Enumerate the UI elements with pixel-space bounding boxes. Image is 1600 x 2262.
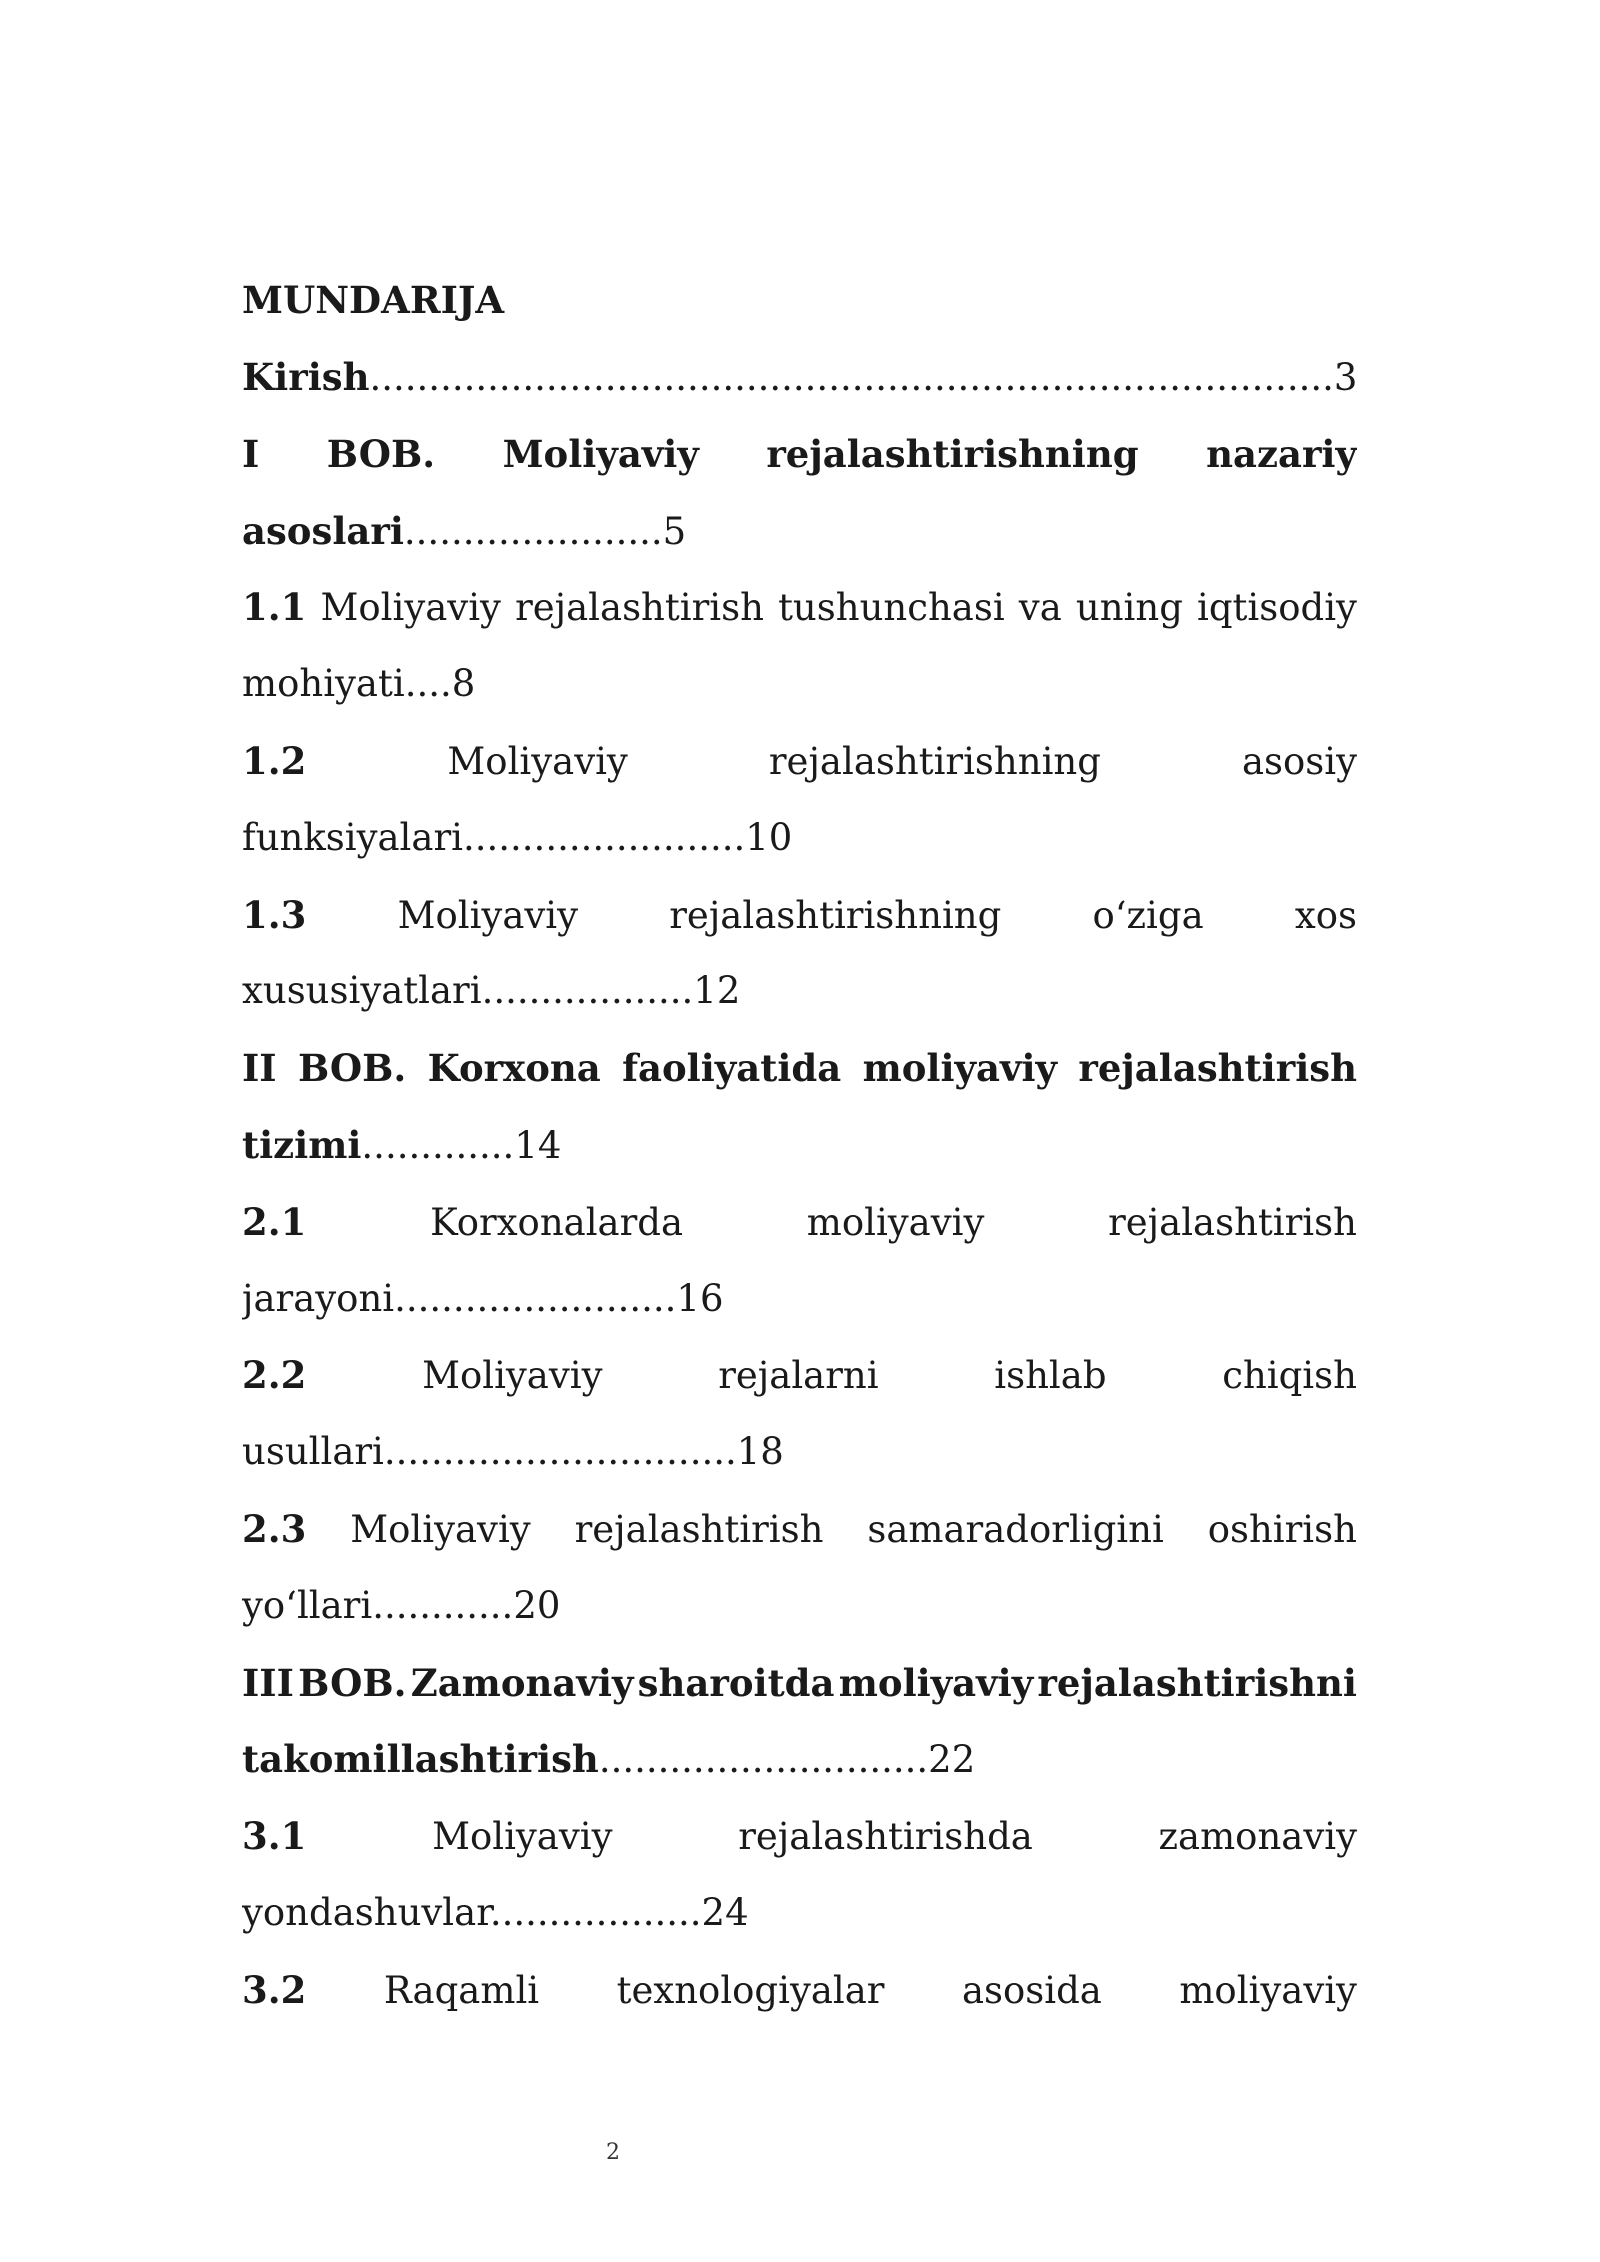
word: rejalashtirishning: [669, 893, 1002, 937]
toc-entry-2-2-cont[interactable]: [242, 1414, 1357, 1491]
entry-title-cont: funksiyalari: [242, 815, 463, 859]
section-number: 3.1: [242, 1814, 307, 1859]
word: rejalashtirish: [1108, 1200, 1357, 1244]
entry-title-cont: yondashuvlar: [242, 1890, 490, 1934]
word: moliyaviy: [862, 1046, 1058, 1091]
word: Moliyaviy: [502, 431, 699, 476]
toc-entry-1-1-cont[interactable]: [242, 646, 1357, 723]
word: moliyaviy: [1179, 1968, 1357, 2012]
word: rejalashtirishda: [738, 1815, 1033, 1859]
word: Korxonalarda: [430, 1200, 684, 1244]
word: I: [242, 431, 260, 476]
toc-entry-3-2[interactable]: [242, 1952, 1357, 2029]
word: Moliyaviy: [397, 893, 579, 937]
entry-title-cont: takomillashtirish: [242, 1737, 599, 1782]
word: rejalashtirish: [515, 586, 764, 630]
section-number: 2.1: [242, 1199, 307, 1244]
word: BOB.: [297, 1046, 407, 1091]
entry-title-cont: jarayoni: [242, 1276, 395, 1320]
toc-entry-bob1-cont[interactable]: [242, 493, 1357, 570]
word: Moliyaviy: [447, 739, 628, 783]
toc-entry-1-3-cont[interactable]: [242, 953, 1357, 1030]
word: zamonaviy: [1158, 1815, 1357, 1859]
toc-entry-2-1-cont[interactable]: [242, 1261, 1357, 1338]
leader-dots: ............: [372, 1583, 514, 1627]
leader-dots: ..................: [481, 969, 694, 1013]
word: III: [242, 1660, 294, 1705]
entry-title: Kirish: [242, 355, 370, 399]
section-number: 2.3: [242, 1506, 307, 1551]
page-ref: 24: [701, 1890, 749, 1934]
word: va: [1018, 586, 1062, 630]
toc-entry-kirish[interactable]: [242, 339, 1357, 416]
toc-entry-bob2-cont[interactable]: [242, 1107, 1357, 1184]
word: uning: [1075, 586, 1183, 630]
toc-entry-1-2-cont[interactable]: [242, 800, 1357, 877]
word: iqtisodiy: [1197, 586, 1357, 630]
section-number: 1.3: [242, 892, 307, 937]
word: texnologiyalar: [616, 1968, 885, 2012]
entry-title-cont: mohiyati: [242, 662, 405, 706]
section-number: 3.2: [242, 1967, 307, 2012]
leader-dots: ............................: [598, 1738, 929, 1782]
toc-entry-1-2[interactable]: [242, 723, 1357, 800]
word: tushunchasi: [778, 586, 1005, 630]
toc-entry-3-1[interactable]: [242, 1798, 1357, 1875]
word: chiqish: [1222, 1354, 1357, 1398]
toc-entry-2-3[interactable]: [242, 1491, 1357, 1568]
section-number: 2.2: [242, 1353, 307, 1398]
toc-entry-bob2[interactable]: [242, 1030, 1357, 1107]
word: Moliyaviy: [432, 1815, 613, 1859]
page-ref: 16: [676, 1276, 724, 1320]
word: rejalarni: [718, 1354, 879, 1398]
entry-title-cont: tizimi: [242, 1122, 362, 1167]
word: asosida: [961, 1968, 1102, 2012]
table-of-contents: [242, 262, 1357, 2029]
word: BOB.: [298, 1660, 407, 1705]
toc-entry-bob3-cont[interactable]: [242, 1721, 1357, 1798]
word: rejalashtirishni: [1037, 1660, 1357, 1705]
leader-dots: ..................................................................................: [369, 356, 1334, 399]
word: xos: [1294, 893, 1357, 937]
word: Raqamli: [383, 1968, 540, 2012]
section-number: 1.1: [242, 585, 307, 630]
page-ref: 22: [928, 1738, 976, 1782]
leader-dots: ..................: [489, 1890, 702, 1934]
word: rejalashtirish: [1078, 1046, 1357, 1091]
entry-title-cont: xususiyatlari: [242, 969, 482, 1013]
word: II: [242, 1046, 277, 1091]
section-number: 1.2: [242, 738, 307, 783]
word: asosiy: [1241, 739, 1357, 783]
entry-title-cont: usullari: [242, 1430, 384, 1474]
word: sharoitda: [637, 1660, 835, 1705]
word: rejalashtirish: [574, 1507, 824, 1551]
toc-entry-2-1[interactable]: [242, 1184, 1357, 1261]
word: Moliyaviy: [350, 1507, 531, 1551]
word: moliyaviy: [806, 1200, 985, 1244]
leader-dots: ........................: [394, 1276, 677, 1320]
leader-dots: .............: [361, 1123, 515, 1167]
toc-entry-bob3[interactable]: [242, 1645, 1357, 1722]
page-ref: 5: [662, 509, 687, 553]
page-ref: 14: [514, 1123, 562, 1167]
entry-title-cont: yo‘llari: [242, 1583, 373, 1627]
toc-entry-2-2[interactable]: [242, 1337, 1357, 1414]
entry-title-cont: asoslari: [242, 508, 404, 553]
word: Moliyaviy: [320, 586, 501, 630]
leader-dots: ......................: [403, 509, 663, 553]
toc-entry-2-3-cont[interactable]: [242, 1568, 1357, 1645]
page-ref: 12: [693, 969, 741, 1013]
word: moliyaviy: [838, 1660, 1034, 1705]
word: faoliyatida: [622, 1046, 842, 1091]
toc-entry-1-1[interactable]: [242, 569, 1357, 646]
toc-entry-bob1[interactable]: [242, 416, 1357, 493]
page-ref: 18: [736, 1430, 784, 1474]
word: o‘ziga: [1092, 893, 1204, 937]
toc-entry-3-1-cont[interactable]: [242, 1875, 1357, 1952]
word: samaradorligini: [867, 1507, 1164, 1551]
word: Korxona: [427, 1046, 601, 1091]
page-ref: 3: [1333, 356, 1357, 399]
toc-heading: MUNDARIJA: [242, 278, 505, 322]
word: oshirish: [1207, 1507, 1357, 1551]
word: Zamonaviy: [410, 1660, 634, 1705]
leader-dots: ..............................: [383, 1430, 737, 1474]
leader-dots: ....: [404, 662, 452, 706]
leader-dots: ........................: [462, 815, 746, 859]
page-number: 2: [606, 2140, 620, 2165]
word: BOB.: [326, 431, 436, 476]
page-ref: 20: [513, 1583, 561, 1627]
page-ref: 10: [745, 815, 793, 859]
word: rejalashtirishning: [768, 739, 1101, 783]
toc-entry-1-3[interactable]: [242, 877, 1357, 954]
word: nazariy: [1206, 431, 1357, 476]
word: Moliyaviy: [422, 1354, 603, 1398]
page-ref: 8: [451, 662, 476, 706]
word: ishlab: [994, 1354, 1107, 1398]
word: rejalashtirishning: [766, 431, 1139, 476]
